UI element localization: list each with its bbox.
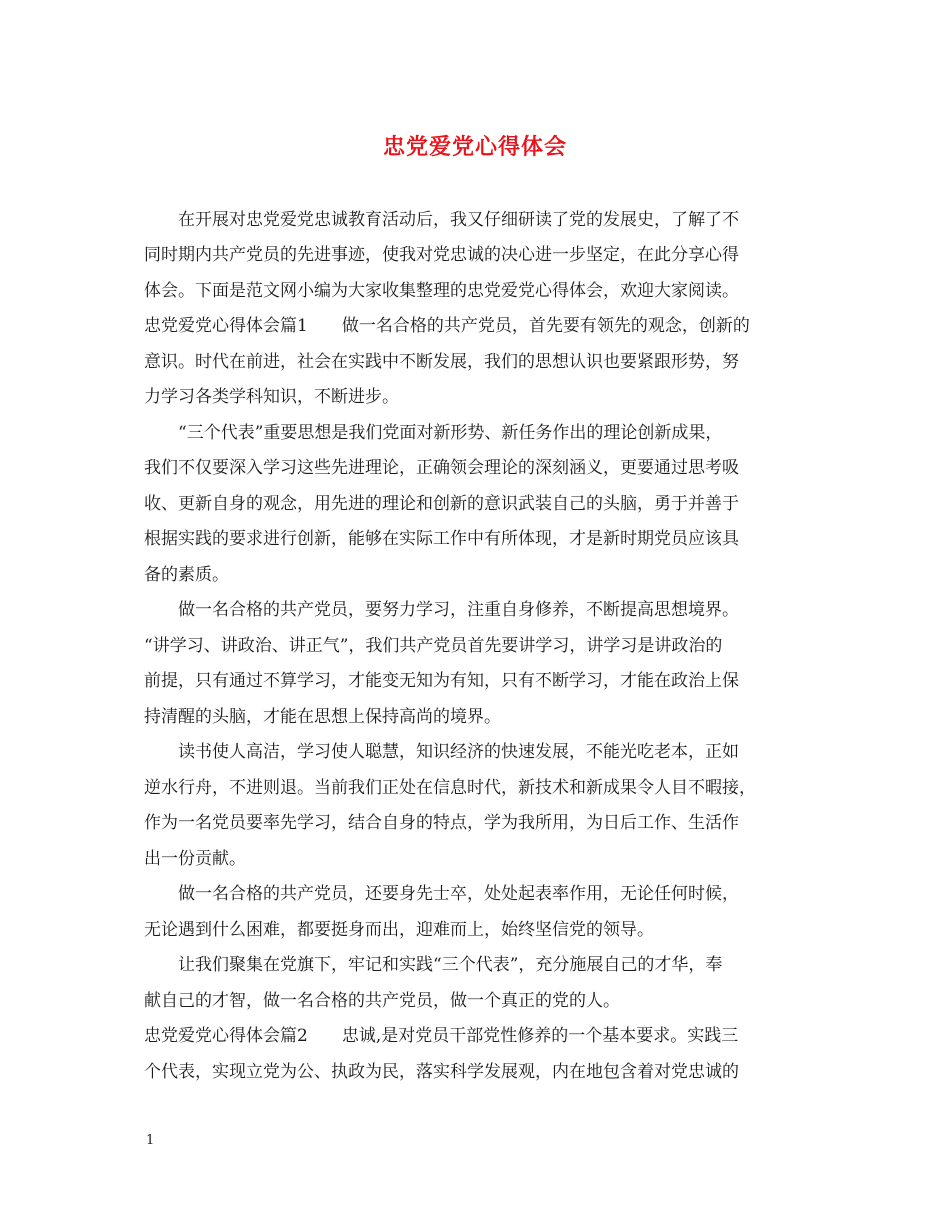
paragraph-line: 做一名合格的共产党员，要努力学习，注重自身修养，不断提高思想境界。 (178, 600, 739, 620)
paragraph-line: 收、更新自身的观念，用先进的理论和创新的意识武装自己的头脑，勇于并善于 (144, 494, 739, 514)
section-heading-line: 忠党爱党心得体会篇2 忠诚,是对党员干部党性修养的一个基本要求。实践三 (144, 1026, 739, 1046)
document-title: 忠党爱党心得体会 (382, 134, 567, 160)
paragraph-line: 备的素质。 (144, 565, 229, 585)
paragraph-line: 个代表，实现立党为公、执政为民，落实科学发展观，内在地包含着对党忠诚的 (144, 1062, 739, 1082)
page-number: 1 (146, 1133, 155, 1148)
paragraph-line: 出一份贡献。 (144, 849, 246, 869)
paragraph-line: 前提，只有通过不算学习，才能变无知为有知，只有不断学习，才能在政治上保 (144, 671, 739, 691)
paragraph-line: “讲学习、讲政治、讲正气”，我们共产党员首先要讲学习，讲学习是讲政治的 (144, 636, 723, 656)
paragraph-line: 在开展对忠党爱党忠诚教育活动后，我又仔细研读了党的发展史，了解了不 (178, 210, 739, 230)
paragraph-line: 我们不仅要深入学习这些先进理论，正确领会理论的深刻涵义，更要通过思考吸 (144, 458, 739, 478)
paragraph-line: 无论遇到什么困难，都要挺身而出，迎难而上，始终坚信党的领导。 (144, 920, 654, 940)
paragraph-line: 读书使人高洁，学习使人聪慧，知识经济的快速发展，不能光吃老本，正如 (178, 742, 739, 762)
paragraph-line: “三个代表”重要思想是我们党面对新形势、新任务作出的理论创新成果， (178, 423, 723, 443)
paragraph-line: 同时期内共产党员的先进事迹，使我对党忠诚的决心进一步坚定，在此分享心得 (144, 245, 739, 265)
paragraph-line: 根据实践的要求进行创新，能够在实际工作中有所体现，才是新时期党员应该具 (144, 529, 739, 549)
paragraph-line: 做一名合格的共产党员，还要身先士卒，处处起表率作用，无论任何时候， (178, 884, 739, 904)
paragraph-line: 力学习各类学科知识，不断进步。 (144, 387, 399, 407)
paragraph-line: 意识。时代在前进，社会在实践中不断发展，我们的思想认识也要紧跟形势，努 (144, 352, 739, 372)
paragraph-line: 逆水行舟，不进则退。当前我们正处在信息时代，新技术和新成果令人目不暇接， (144, 778, 756, 798)
paragraph-line: 献自己的才智，做一名合格的共产党员，做一个真正的党的人。 (144, 991, 620, 1011)
paragraph-line: 体会。下面是范文网小编为大家收集整理的忠党爱党心得体会，欢迎大家阅读。 (144, 281, 739, 301)
section-heading-line: 忠党爱党心得体会篇1 做一名合格的共产党员，首先要有领先的观念，创新的 (144, 316, 750, 336)
paragraph-line: 让我们聚集在党旗下，牢记和实践“三个代表”，充分施展自己的才华，奉 (178, 955, 723, 975)
paragraph-line: 作为一名党员要率先学习，结合自身的特点，学为我所用，为日后工作、生活作 (144, 813, 739, 833)
paragraph-line: 持清醒的头脑，才能在思想上保持高尚的境界。 (144, 707, 501, 727)
